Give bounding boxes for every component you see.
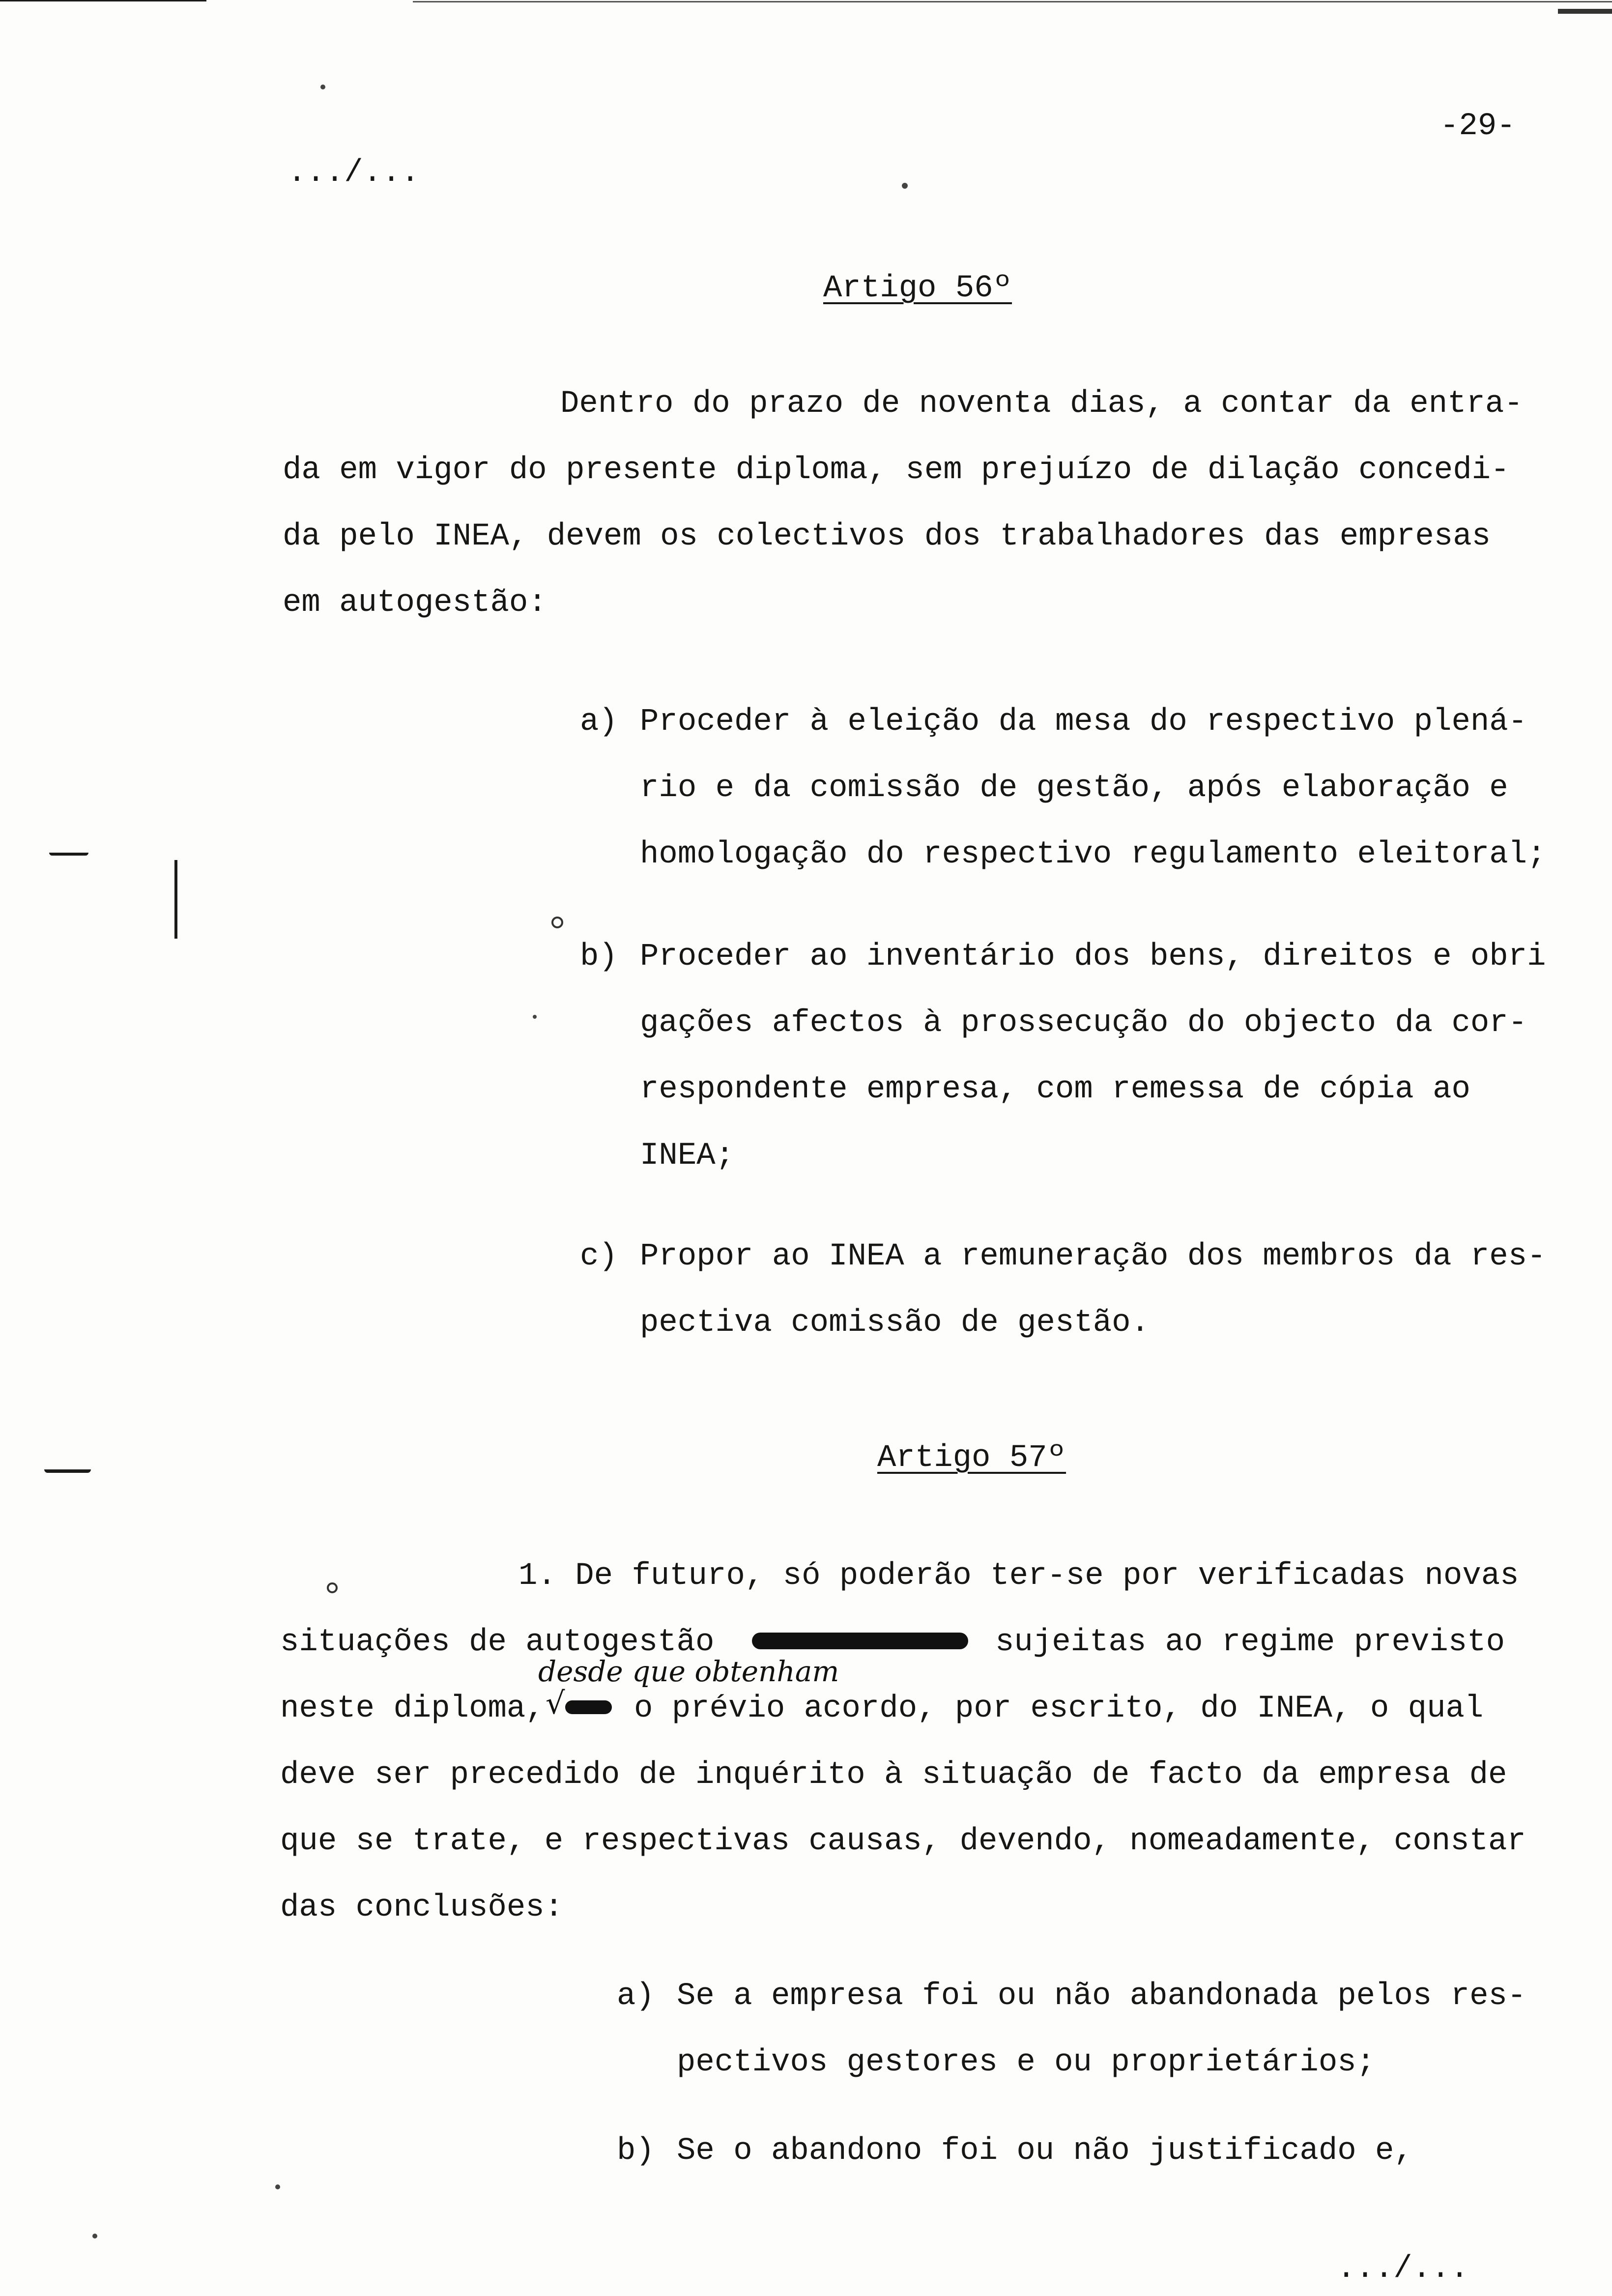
scan-left-bracket <box>174 860 177 939</box>
article-56-item-c-line: Propor ao INEA a remuneração dos membros da res- <box>640 1239 1546 1274</box>
scan-corner-mark <box>1558 9 1612 14</box>
article-57-paragraph-line: que se trate, e respectivas causas, devendo, nomeadamente, constar <box>280 1824 1526 1859</box>
article-57-paragraph-line: das conclusões: <box>280 1890 564 1925</box>
speck <box>902 183 908 189</box>
article-56-intro-line: Dentro do prazo de noventa dias, a contar da entra- <box>560 386 1523 422</box>
article-56-item-a-line: rio e da comissão de gestão, após elaboração e <box>640 771 1508 806</box>
article-56-item-a-marker: a) <box>580 704 618 740</box>
article-56-item-a-line: Proceder à eleição da mesa do respectivo plená- <box>640 704 1527 740</box>
article-57-item-b-line: Se o abandono foi ou não justificado e, <box>677 2133 1413 2169</box>
scan-left-curve-2 <box>44 1469 91 1473</box>
speck <box>327 1582 338 1593</box>
article-56-intro-line: da em vigor do presente diploma, sem prejuízo de dilação concedi- <box>283 453 1510 488</box>
article-56-intro-line: em autogestão: <box>283 585 547 621</box>
crossed-out-word <box>752 1633 968 1649</box>
article-57-item-a-marker: a) <box>617 1979 655 2014</box>
article-57-paragraph-line: o prévio acordo, por escrito, do INEA, o qual <box>634 1691 1484 1726</box>
scan-top-edge <box>0 0 206 1</box>
article-57-paragraph-line: neste diploma, <box>280 1691 545 1726</box>
continues-marker: .../... <box>1337 2251 1469 2287</box>
article-56-title: Artigo 56º <box>823 271 1012 306</box>
article-57-title: Artigo 57º <box>877 1440 1066 1476</box>
article-56-item-b-line: gações afectos à prossecução do objecto da cor- <box>640 1005 1527 1041</box>
article-56-intro-line: da pelo INEA, devem os colectivos dos trabalhadores das empresas <box>283 519 1491 554</box>
article-56-item-b-line: INEA; <box>640 1138 735 1174</box>
article-57-paragraph-line: sujeitas ao regime previsto <box>995 1625 1505 1660</box>
article-57-paragraph-line: 1. De futuro, só poderão ter-se por verificadas novas <box>518 1558 1519 1594</box>
article-56-item-b-line: respondente empresa, com remessa de cópia ao <box>640 1072 1470 1107</box>
article-56-item-b-line: Proceder ao inventário dos bens, direitos e obri <box>640 939 1546 975</box>
handwritten-insertion: desde que obtenham <box>538 1655 839 1688</box>
continued-from-marker: .../... <box>288 155 420 191</box>
crossed-out-word <box>565 1700 612 1714</box>
speck <box>320 85 325 89</box>
article-57-item-b-marker: b) <box>617 2133 655 2169</box>
speck <box>551 917 563 928</box>
scan-left-curve-1 <box>49 853 88 856</box>
speck <box>275 2184 280 2189</box>
article-57-paragraph-line: situações de autogestão <box>280 1625 715 1660</box>
speck <box>533 1015 537 1019</box>
speck <box>92 2234 97 2239</box>
article-57-item-a-line: pectivos gestores e ou proprietários; <box>677 2045 1376 2080</box>
article-56-item-b-marker: b) <box>580 939 618 975</box>
article-57-item-a-line: Se a empresa foi ou não abandonada pelos res- <box>677 1979 1526 2014</box>
scan-top-edge-right <box>413 1 1612 2</box>
article-56-item-a-line: homologação do respectivo regulamento eleitoral; <box>640 837 1546 872</box>
article-57-paragraph-line: deve ser precedido de inquérito à situação de facto da empresa de <box>280 1757 1507 1793</box>
insertion-caret-icon: √ <box>546 1685 565 1721</box>
article-56-item-c-marker: c) <box>580 1239 618 1274</box>
page-number: -29- <box>1440 109 1516 144</box>
article-56-item-c-line: pectiva comissão de gestão. <box>640 1305 1150 1341</box>
